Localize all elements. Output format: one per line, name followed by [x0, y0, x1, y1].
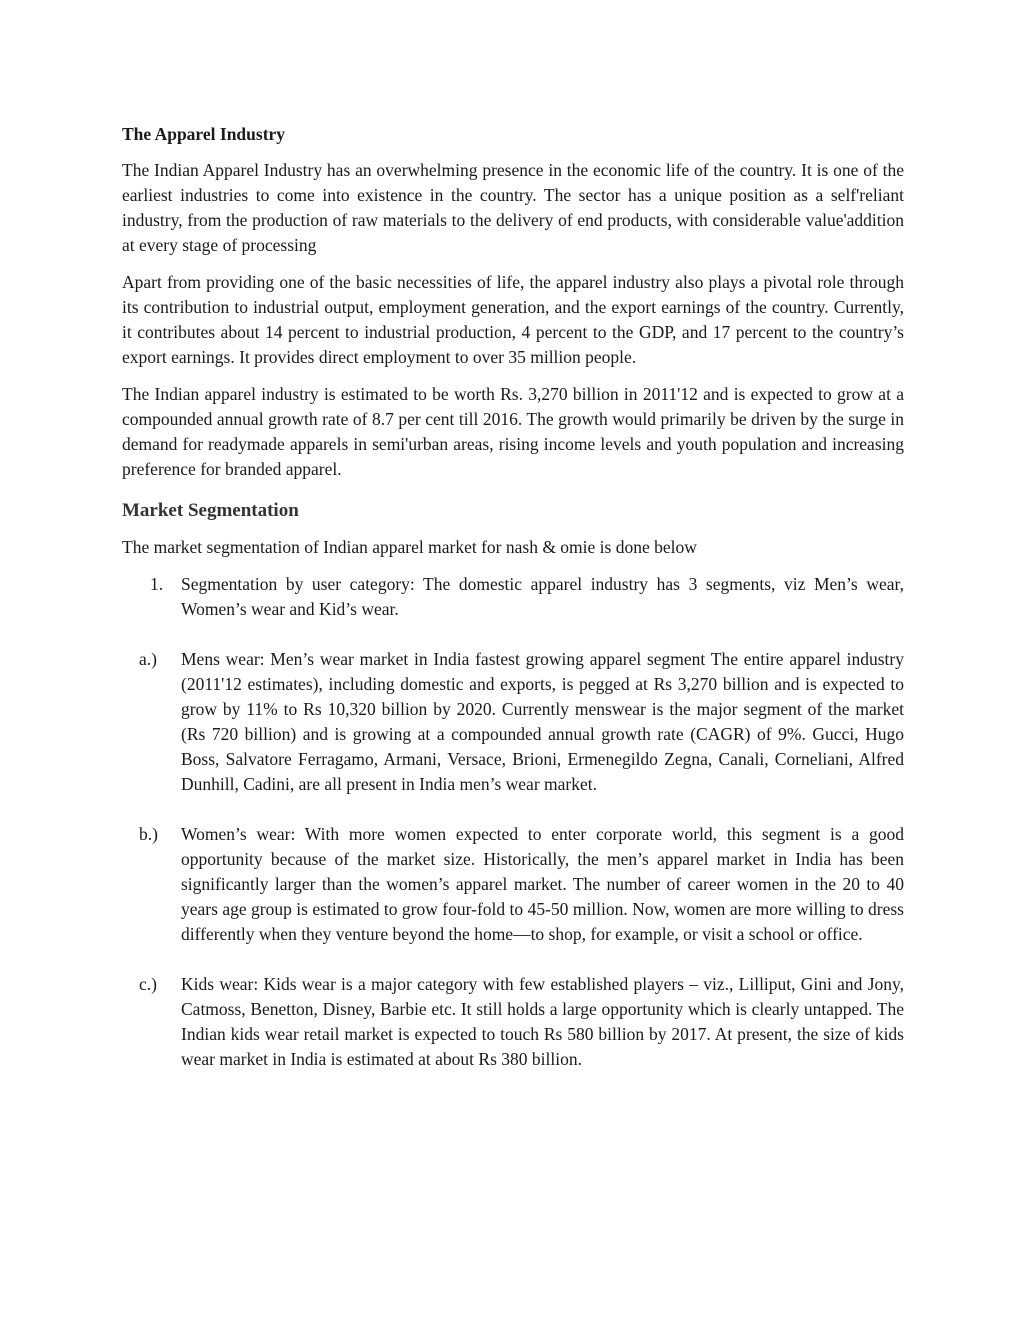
list-marker: 1. — [150, 574, 164, 594]
document-body — [122, 122, 904, 1072]
list-marker: c.) — [139, 974, 157, 994]
list-item-text: Kids wear: Kids wear is a major category with few established players – viz., Lilliput, Gini and Jony, Catmoss, Benetton, Disney, Barbie etc. It still holds a large opportunity which is clearly untapped. The Indian kids wear retail market is expected to touch Rs 580 billion by 2017. At present, the size of kids wear market in India is estimated at about Rs 380 billion. — [181, 974, 904, 1069]
list-item-womens-wear — [122, 822, 904, 947]
list-item-text: Women’s wear: With more women expected to enter corporate world, this segment is a good opportunity because of the market size. Historically, the men’s apparel market in India has been significantly larger than the women’s apparel market. The number of career women in the 20 to 40 years age group is estimated to grow four-fold to 45-50 million. Now, women are more willing to dress differently when they venture beyond the home—to shop, for example, or visit a school or office. — [181, 824, 904, 944]
list-marker: b.) — [139, 824, 158, 844]
list-item-text: Mens wear: Men’s wear market in India fastest growing apparel segment The entire apparel industry (2011'12 estimates), including domestic and exports, is pegged at Rs 3,270 billion and is expected to grow by 11% to Rs 10,320 billion by 2020. Currently menswear is the major segment of the market (Rs 720 billion) and is growing at a compounded annual growth rate (CAGR) of 9%. Gucci, Hugo Boss, Salvatore Ferragamo, Armani, Versace, Brioni, Ermenegildo Zegna, Canali, Corneliani, Alfred Dunhill, Cadini, are all present in India men’s wear market. — [181, 649, 904, 794]
paragraph-intro: The Indian Apparel Industry has an overwhelming presence in the economic life of the country. It is one of the earliest industries to come into existence in the country. The sector has a unique position as a self'reliant industry, from the production of raw materials to the delivery of end products, with considerable value'addition at every stage of processing — [122, 160, 904, 255]
list-item-segmentation — [122, 572, 904, 622]
document-title: The Apparel Industry — [122, 124, 286, 144]
section-heading: Market Segmentation — [122, 500, 299, 521]
paragraph-market-size: The Indian apparel industry is estimated to be worth Rs. 3,270 billion in 2011'12 and is expected to grow at a compounded annual growth rate of 8.7 per cent till 2016. The growth would primarily be driven by the surge in demand for readymade apparels in semi'urban areas, rising income levels and youth population and increasing preference for branded apparel. — [122, 384, 904, 479]
section-intro: The market segmentation of Indian apparel market for nash & omie is done below — [122, 537, 697, 557]
list-item-kids-wear — [122, 972, 904, 1072]
list-item-text: Segmentation by user category: The domestic apparel industry has 3 segments, viz Men’s wear, Women’s wear and Kid’s wear. — [181, 574, 904, 619]
list-item-mens-wear — [122, 647, 904, 797]
list-marker: a.) — [139, 649, 157, 669]
paragraph-contribution: Apart from providing one of the basic necessities of life, the apparel industry also plays a pivotal role through its contribution to industrial output, employment generation, and the export earnings of the country. Currently, it contributes about 14 percent to industrial production, 4 percent to the GDP, and 17 percent to the country’s export earnings. It provides direct employment to over 35 million people. — [122, 272, 904, 367]
